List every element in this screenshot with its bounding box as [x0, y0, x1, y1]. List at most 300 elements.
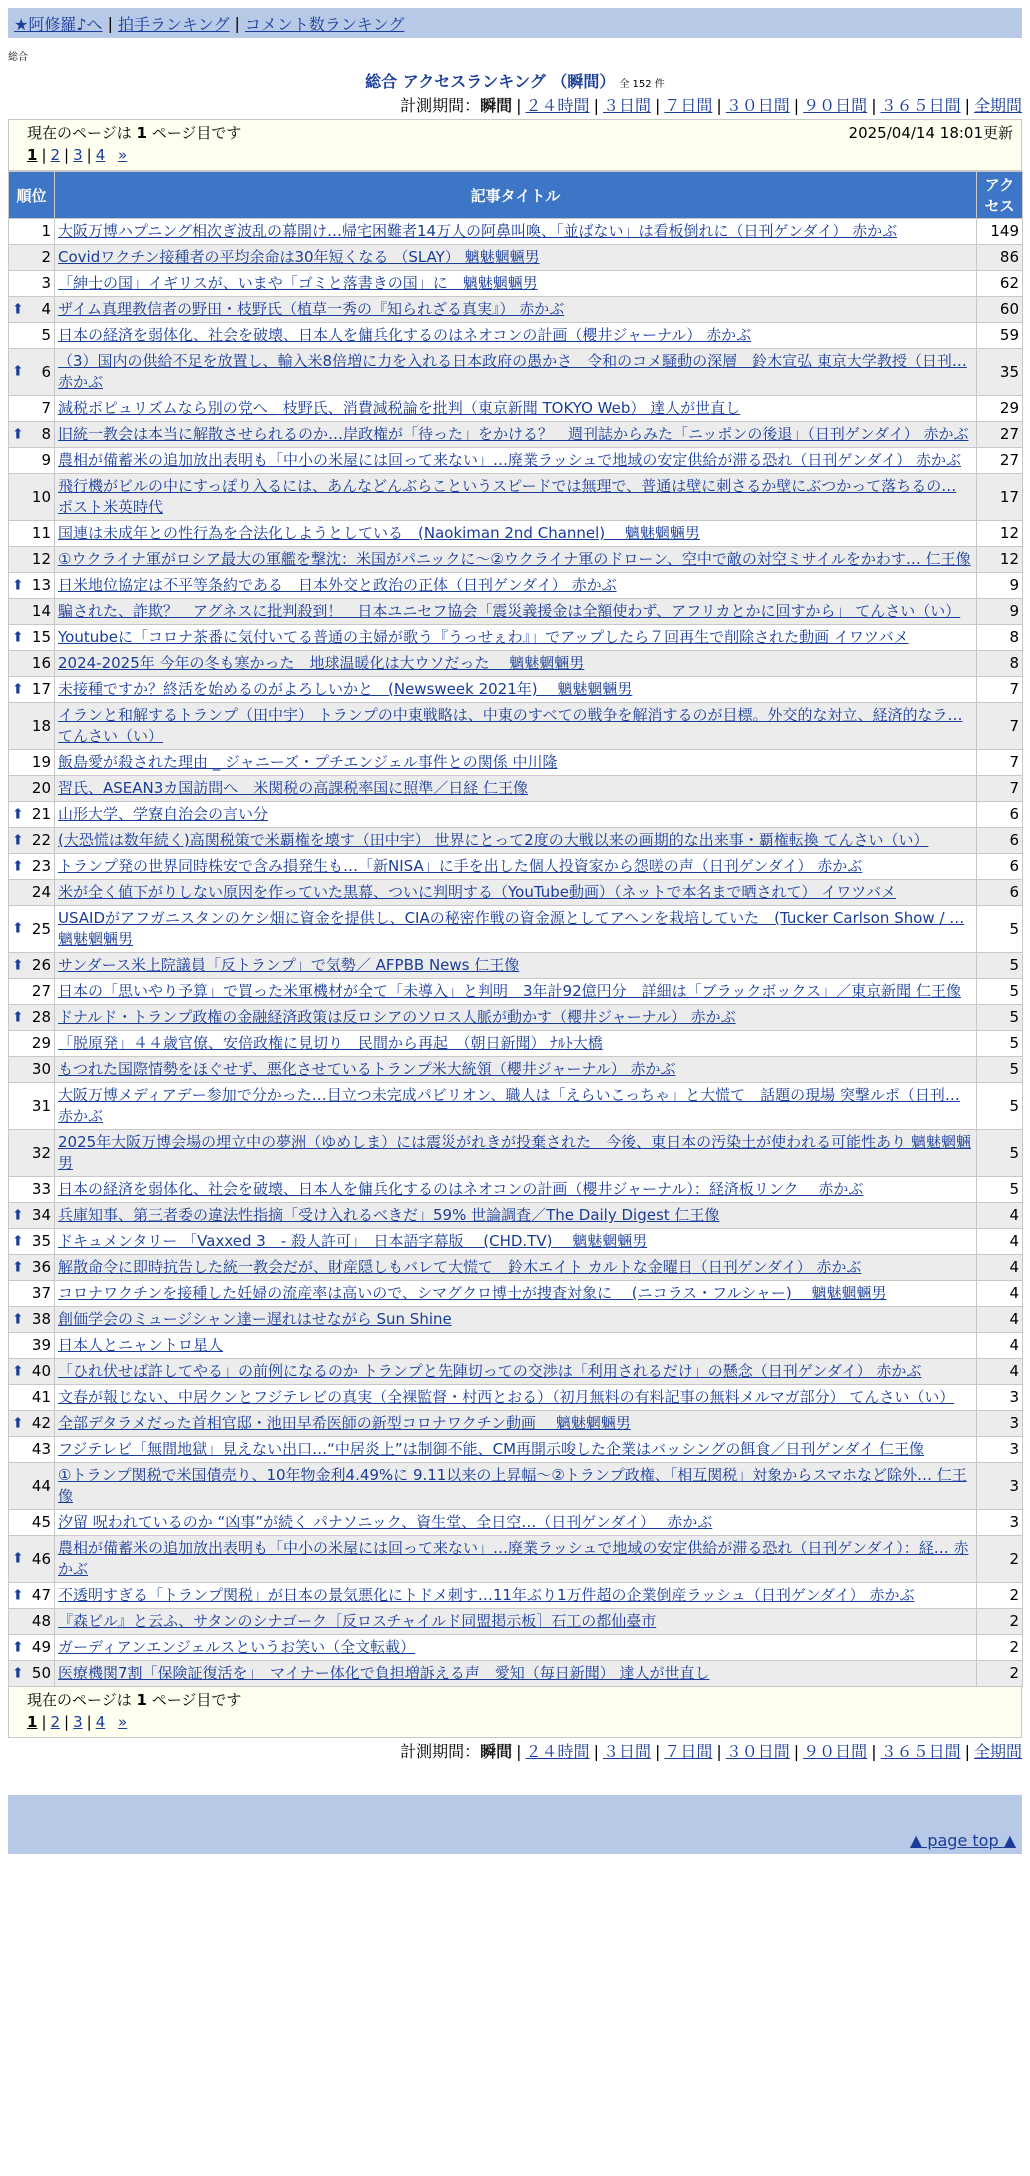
period-selector-top: 計測期間：瞬間 | ２４時間 | ３日間 | ７日間 | ３０日間 | ９０日間 | ３６５日間 | 全期間 [400, 96, 1022, 115]
title-cell [55, 422, 977, 448]
access-count: 4 [977, 1281, 1023, 1307]
article-link[interactable]: 医療機関7割「保険証復活を」 マイナー体化で負担増訴える声 愛知（毎日新聞） 達人が世直し [58, 1664, 710, 1682]
rank-cell [9, 1031, 55, 1057]
rank-number: 48 [31, 1612, 51, 1630]
title-cell [55, 776, 977, 802]
rank-up-arrow-icon: ⬆ [12, 1665, 24, 1681]
table-row [9, 547, 1023, 573]
access-count: 3 [977, 1411, 1023, 1437]
rank-up-arrow-icon: ⬆ [12, 1550, 24, 1567]
period-current: 瞬間 [480, 1742, 513, 1761]
table-row [9, 349, 1023, 396]
title-cell [55, 1031, 977, 1057]
table-row [9, 599, 1023, 625]
rank-cell [9, 1255, 55, 1281]
rank-number: 18 [31, 716, 51, 735]
rank-number: 1 [41, 222, 51, 240]
access-count: 86 [977, 245, 1023, 271]
table-row [9, 776, 1023, 802]
article-link[interactable]: 汐留 呪われているのか “凶事”が続く パナソニック、資生堂、全日空…（日刊ゲンダイ） 赤かぶ [58, 1513, 713, 1531]
period-link[interactable]: ３日間 [602, 1742, 651, 1761]
access-count: 7 [977, 703, 1023, 750]
article-link[interactable]: 「ひれ伏せば許してやる」の前例になるのか トランプと先陣切っての交渉は「利用されるだけ」の懸念（日刊ゲンダイ） 赤かぶ [58, 1362, 922, 1380]
table-row [9, 802, 1023, 828]
rank-cell [9, 906, 55, 953]
article-link[interactable]: 農相が備蓄米の追加放出表明も「中小の米屋には回って来ない」…廃業ラッシュで地域の安定供給が滞る恐れ（日刊ゲンダイ）：経… 赤かぶ [58, 1539, 969, 1578]
table-row [9, 979, 1023, 1005]
period-link[interactable]: ３６５日間 [880, 1742, 961, 1761]
title-cell [55, 1463, 977, 1510]
rank-cell [9, 349, 55, 396]
access-count: 8 [977, 625, 1023, 651]
rank-number: 46 [31, 1549, 51, 1568]
rank-up-arrow-icon: ⬆ [12, 1233, 24, 1249]
article-link[interactable]: (大恐慌は数年続く)高関税策で米覇権を壊す（田中宇） 世界にとって2度の大戦以来の画期的な出来事・覇権転換 てんさい（い） [58, 831, 929, 849]
access-count: 2 [977, 1536, 1023, 1583]
period-link[interactable]: ２４時間 [525, 96, 590, 115]
article-link[interactable]: 大阪万博メディアデー参加で分かった…目立つ未完成パビリオン、職人は「えらいこっちゃ」と大慌て 話題の現場 突撃ルポ（日刊… 赤かぶ [58, 1086, 960, 1125]
access-count: 3 [977, 1437, 1023, 1463]
rank-number: 12 [31, 550, 51, 568]
rank-cell [9, 1583, 55, 1609]
article-link[interactable]: 旧統一教会は本当に解散させられるのか…岸政権が「待った」をかける？ 週刊誌からみた「ニッポンの後退」（日刊ゲンダイ） 赤かぶ [58, 425, 969, 443]
current-page-text [27, 122, 241, 144]
title-cell [55, 297, 977, 323]
page-link[interactable]: 4 [95, 146, 106, 164]
article-link[interactable]: 飛行機がビルの中にすっぽり入るには、あんなどんぶらこというスピードでは無理で、普通は壁に刺さるか壁にぶつかって落ちるの… ポスト米英時代 [58, 477, 957, 516]
access-count: 27 [977, 448, 1023, 474]
rank-number: 20 [31, 779, 51, 797]
article-link[interactable]: USAIDがアフガニスタンのケシ畑に資金を提供し、CIAの秘密作戦の資金源としてアヘンを栽培していた (Tucker Carlson Show / … 魑魅魍魎男 [58, 909, 965, 948]
rank-number: 10 [31, 487, 51, 506]
table-row [9, 245, 1023, 271]
table-row [9, 1437, 1023, 1463]
rank-number: 16 [31, 654, 51, 672]
title-cell [55, 448, 977, 474]
rank-number: 38 [31, 1310, 51, 1328]
rank-number: 37 [31, 1284, 51, 1302]
title-cell [55, 599, 977, 625]
rank-cell [9, 880, 55, 906]
rank-number: 33 [31, 1180, 51, 1198]
title-cell [55, 1333, 977, 1359]
rank-cell [9, 1057, 55, 1083]
article-link[interactable]: （3）国内の供給不足を放置し、輸入米8倍増に力を入れる日本政府の愚かさ 令和のコメ騒動の深層 鈴木宣弘 東京大学教授（日刊… 赤かぶ [58, 352, 967, 391]
clap-ranking-link[interactable]: 拍手ランキング [117, 14, 230, 34]
title-cell [55, 271, 977, 297]
rank-number: 17 [31, 680, 51, 698]
current-page-number: 1 [136, 124, 147, 142]
table-row [9, 448, 1023, 474]
table-row [9, 422, 1023, 448]
rank-number: 45 [31, 1513, 51, 1531]
title-cell [55, 573, 977, 599]
access-count: 2 [977, 1609, 1023, 1635]
rank-number: 4 [41, 300, 51, 318]
article-link[interactable]: フジテレビ「無間地獄」見えない出口…“中居炎上”は制御不能、CM再開示唆した企業はバッシングの餌食／日刊ゲンダイ 仁王像 [58, 1440, 924, 1458]
title-cell [55, 1510, 977, 1536]
access-count: 7 [977, 776, 1023, 802]
table-row [9, 1307, 1023, 1333]
article-link[interactable]: ①トランプ関税で米国債売り、10年物金利4.49%に 9.11以来の上昇幅～②トランプ政権、「相互関税」対象からスマホなど除外… 仁王像 [58, 1466, 967, 1505]
page-title-text: 総合 アクセスランキング （瞬間） [365, 72, 616, 91]
access-count: 6 [977, 854, 1023, 880]
rank-number: 25 [31, 919, 51, 938]
article-link[interactable]: 減税ポピュリズムなら別の党へ 枝野氏、消費減税論を批判（東京新聞 TOKYO Web） 達人が世直し [58, 399, 741, 417]
title-cell [55, 828, 977, 854]
rank-cell [9, 828, 55, 854]
period-label: 計測期間： [400, 96, 481, 115]
footer-bar [8, 1795, 1022, 1827]
pager-top [8, 119, 1022, 171]
title-cell [55, 1536, 977, 1583]
table-row [9, 1281, 1023, 1307]
rank-number: 24 [31, 883, 51, 901]
total-count: 全 152 件 [619, 79, 665, 90]
table-row [9, 625, 1023, 651]
table-row [9, 677, 1023, 703]
access-count: 5 [977, 979, 1023, 1005]
title-cell [55, 547, 977, 573]
rank-cell [9, 1281, 55, 1307]
rank-cell [9, 297, 55, 323]
article-link[interactable]: ドキュメンタリー 「Vaxxed 3 - 殺人許可」 日本語字幕版 (CHD.TV) 魑魅魍魎男 [58, 1232, 648, 1250]
rank-up-arrow-icon: ⬆ [12, 1207, 24, 1223]
article-link[interactable]: サンダース米上院議員「反トランプ」で気勢／ AFPBB News 仁王像 [58, 956, 520, 974]
access-count: 5 [977, 1130, 1023, 1177]
rank-number: 35 [31, 1232, 51, 1250]
article-link[interactable]: ザイム真理教信者の野田・枝野氏（植草一秀の『知られざる真実』） 赤かぶ [58, 300, 565, 318]
table-row [9, 396, 1023, 422]
article-link[interactable]: 日本人とニャントロ星人 [58, 1336, 224, 1354]
access-count: 6 [977, 802, 1023, 828]
rank-up-arrow-icon: ⬆ [12, 1363, 24, 1379]
title-cell [55, 625, 977, 651]
article-link[interactable]: 文春が報じない、中居クンとフジテレビの真実（全裸監督・村西とおる）（初月無料の有料記事の無料メルマガ部分） てんさい（い） [58, 1388, 955, 1406]
article-link[interactable]: コロナワクチンを接種した妊婦の流産率は高いので、シマグクロ博士が捜査対象に (ニコラス・フルシャー) 魑魅魍魎男 [58, 1284, 887, 1302]
article-link[interactable]: 不透明すぎる「トランプ関税」が日本の景気悪化にトドメ刺す…11年ぶり1万件超の企業倒産ラッシュ（日刊ゲンダイ） 赤かぶ [58, 1586, 915, 1604]
table-row [9, 1005, 1023, 1031]
rank-number: 27 [31, 982, 51, 1000]
rank-cell [9, 396, 55, 422]
current-page-suffix: ページ目です [151, 124, 242, 142]
title-cell [55, 1005, 977, 1031]
table-row [9, 573, 1023, 599]
rank-up-arrow-icon: ⬆ [12, 1415, 24, 1431]
rank-number: 42 [31, 1414, 51, 1432]
title-cell [55, 396, 977, 422]
title-cell [55, 953, 977, 979]
rank-cell [9, 1229, 55, 1255]
period-link[interactable]: 全期間 [973, 96, 1022, 115]
access-count: 17 [977, 474, 1023, 521]
table-row [9, 703, 1023, 750]
rank-number: 3 [41, 274, 51, 292]
article-link[interactable]: ドナルド・トランプ政権の金融経済政策は反ロシアのソロス人脈が動かす（櫻井ジャーナル） 赤かぶ [58, 1008, 736, 1026]
rank-cell [9, 1536, 55, 1583]
rank-cell [9, 599, 55, 625]
page-link[interactable]: 3 [73, 1713, 83, 1731]
title-cell [55, 245, 977, 271]
rank-cell [9, 1609, 55, 1635]
rank-cell [9, 1333, 55, 1359]
table-row [9, 1229, 1023, 1255]
access-count: 149 [977, 219, 1023, 245]
table-row [9, 323, 1023, 349]
rank-cell [9, 422, 55, 448]
rank-number: 21 [31, 805, 51, 823]
rank-cell [9, 677, 55, 703]
period-link[interactable]: ３６５日間 [880, 96, 961, 115]
title-cell [55, 1203, 977, 1229]
page-link[interactable]: 2 [50, 1713, 61, 1731]
article-link[interactable]: ①ウクライナ軍がロシア最大の軍艦を撃沈：米国がパニックに～②ウクライナ軍のドローン、空中で敵の対空ミサイルをかわす… 仁王像 [58, 550, 971, 568]
rank-number: 15 [31, 628, 51, 646]
period-link[interactable]: ３日間 [602, 96, 651, 115]
current-page-number: 1 [136, 1691, 147, 1709]
title-cell [55, 651, 977, 677]
title-cell [55, 1229, 977, 1255]
rank-cell [9, 854, 55, 880]
table-row [9, 828, 1023, 854]
table-row [9, 297, 1023, 323]
rank-cell [9, 1635, 55, 1661]
article-link[interactable]: 国連は未成年との性行為を合法化しようとしている (Naokiman 2nd Channel) 魑魅魍魎男 [58, 524, 700, 542]
access-count: 4 [977, 1359, 1023, 1385]
title-cell [55, 474, 977, 521]
access-count: 5 [977, 1083, 1023, 1130]
period-link[interactable]: ３０日間 [725, 96, 790, 115]
rank-cell [9, 1005, 55, 1031]
rank-cell [9, 1463, 55, 1510]
rank-up-arrow-icon: ⬆ [12, 832, 24, 848]
title-cell [55, 1130, 977, 1177]
article-link[interactable]: 米が全く値下がりしない原因を作っていた黒幕、ついに判明する（YouTube動画）（ネットで本名まで晒されて） イワツバメ [58, 883, 896, 901]
article-link[interactable]: 未接種ですか？終活を始めるのがよろしいかと (Newsweek 2021年) 魑魅魍魎男 [58, 680, 633, 698]
article-link[interactable]: 日米地位協定は不平等条約である 日本外交と政治の正体（日刊ゲンダイ） 赤かぶ [58, 576, 617, 594]
rank-up-arrow-icon: ⬆ [12, 1639, 24, 1655]
rank-number: 30 [31, 1060, 51, 1078]
article-link[interactable]: ガーディアンエンジェルスというお笑い（全文転載） [58, 1638, 416, 1656]
article-link[interactable]: 習氏、ASEAN3カ国訪問へ 米関税の高課税率国に照準／日経 仁王像 [58, 779, 529, 797]
article-link[interactable]: 日本の経済を弱体化、社会を破壊、日本人を傭兵化するのはネオコンの計画（櫻井ジャーナル） 赤かぶ [58, 326, 752, 344]
rank-number: 11 [31, 524, 51, 542]
table-row [9, 1359, 1023, 1385]
period-link[interactable]: ９０日間 [803, 1742, 868, 1761]
access-count: 5 [977, 953, 1023, 979]
rank-number: 43 [31, 1440, 51, 1458]
title-cell [55, 219, 977, 245]
title-cell [55, 1255, 977, 1281]
table-row [9, 1031, 1023, 1057]
access-count: 3 [977, 1510, 1023, 1536]
page-link[interactable]: 4 [95, 1713, 106, 1731]
rank-cell [9, 651, 55, 677]
table-row [9, 750, 1023, 776]
rank-cell [9, 1510, 55, 1536]
current-page-prefix: 現在のページは [27, 124, 132, 142]
comment-ranking-link[interactable]: コメント数ランキング [244, 14, 405, 34]
rank-up-arrow-icon: ⬆ [12, 858, 24, 874]
rank-number: 32 [31, 1143, 51, 1162]
current-page-suffix: ページ目です [151, 1691, 242, 1709]
rank-number: 39 [31, 1336, 51, 1354]
period-current: 瞬間 [480, 96, 513, 115]
page-links: 1 | 2 | 3 | 4 » [27, 1713, 128, 1731]
period-link[interactable]: ３０日間 [725, 1742, 790, 1761]
rank-cell [9, 750, 55, 776]
title-cell [55, 1411, 977, 1437]
title-cell [55, 1057, 977, 1083]
article-link[interactable]: もつれた国際情勢をほぐせず、悪化させているトランプ米大統領（櫻井ジャーナル） 赤かぶ [58, 1060, 676, 1078]
rank-up-arrow-icon: ⬆ [12, 1009, 24, 1025]
rank-up-arrow-icon: ⬆ [12, 301, 24, 317]
table-row [9, 474, 1023, 521]
table-row [9, 880, 1023, 906]
rank-cell [9, 448, 55, 474]
access-count: 59 [977, 323, 1023, 349]
article-link[interactable]: 『森ビル』と云ふ、サタンのシナゴーク［反ロスチャイルド同盟掲示板］石工の都仙臺市 [58, 1612, 657, 1630]
period-link[interactable]: ９０日間 [803, 96, 868, 115]
access-header: アクセス [977, 172, 1023, 219]
rank-cell [9, 953, 55, 979]
current-page-text [27, 1689, 241, 1711]
access-count: 2 [977, 1661, 1023, 1687]
page-link[interactable]: 3 [73, 146, 83, 164]
period-label: 計測期間： [400, 1742, 481, 1761]
title-cell [55, 677, 977, 703]
rank-up-arrow-icon: ⬆ [12, 920, 24, 937]
access-count: 5 [977, 1057, 1023, 1083]
title-cell [55, 1359, 977, 1385]
article-link[interactable]: Covidワクチン接種者の平均余命は30年短くなる （SLAY） 魑魅魍魎男 [58, 248, 540, 266]
article-link[interactable]: 全部デタラメだった首相官邸・池田早希医師の新型コロナワクチン動画 魑魅魍魎男 [58, 1414, 631, 1432]
article-link[interactable]: 騙された、詐欺？ アグネスに批判殺到！ 日本ユニセフ協会「震災義援金は全額使わず、アフリカとかに回すから」 てんさい（い） [58, 602, 961, 620]
rank-up-arrow-icon: ⬆ [12, 806, 24, 822]
title-cell [55, 521, 977, 547]
access-count: 9 [977, 573, 1023, 599]
rank-number: 14 [31, 602, 51, 620]
rank-number: 9 [41, 451, 51, 469]
rank-cell [9, 1661, 55, 1687]
article-link[interactable]: 創価学会のミュージシャン達ー遅れはせながら Sun Shine [58, 1310, 452, 1328]
rank-cell [9, 1385, 55, 1411]
access-count: 2 [977, 1583, 1023, 1609]
rank-number: 28 [31, 1008, 51, 1026]
rank-number: 34 [31, 1206, 51, 1224]
article-link[interactable]: 山形大学、学寮自治会の言い分 [58, 805, 269, 823]
rank-cell [9, 219, 55, 245]
table-row [9, 1385, 1023, 1411]
title-cell [55, 1083, 977, 1130]
current-page-prefix: 現在のページは [27, 1691, 132, 1709]
article-link[interactable]: 日本の経済を弱体化、社会を破壊、日本人を傭兵化するのはネオコンの計画（櫻井ジャーナル）：経済板リンク 赤かぶ [58, 1180, 864, 1198]
article-link[interactable]: 大阪万博ハプニング相次ぎ波乱の幕開け…帰宅困難者14万人の阿鼻叫喚、「並ばない」は看板倒れに（日刊ゲンダイ） 赤かぶ [58, 222, 898, 240]
rank-number: 47 [31, 1586, 51, 1604]
article-link[interactable]: 解散命令に即時抗告した統一教会だが、財産隠しもバレて大慌て 鈴木エイト カルトな金曜日（日刊ゲンダイ） 赤かぶ [58, 1258, 862, 1276]
article-link[interactable]: 「紳士の国」イギリスが、いまや「ゴミと落書きの国」に 魑魅魍魎男 [58, 274, 538, 292]
rank-cell [9, 979, 55, 1005]
title-cell [55, 880, 977, 906]
table-row [9, 1463, 1023, 1510]
title-cell [55, 1307, 977, 1333]
title-cell [55, 1281, 977, 1307]
article-link[interactable]: 飯島愛が殺された理由 _ ジャニーズ・プチエンジェル事件との関係 中川隆 [58, 753, 558, 771]
updated-time: 2025/04/14 18:01更新 [848, 124, 1013, 142]
title-cell [55, 1177, 977, 1203]
access-count: 6 [977, 828, 1023, 854]
article-link[interactable]: 「脱原発」４４歳官僚、安倍政権に見切り 民間から再起 （朝日新聞） ﾅﾙﾄ大橋 [58, 1034, 603, 1052]
rank-up-arrow-icon: ⬆ [12, 577, 24, 593]
home-link[interactable]: ★阿修羅♪へ [14, 14, 103, 34]
period-link[interactable]: ７日間 [664, 96, 713, 115]
table-row [9, 1333, 1023, 1359]
rank-up-arrow-icon: ⬆ [12, 426, 24, 442]
rank-cell [9, 703, 55, 750]
article-link[interactable]: イランと和解するトランプ（田中宇） トランプの中東戦略は、中東のすべての戦争を解消するのが目標。外交的な対立、経済的なラ… てんさい（い） [58, 706, 963, 745]
period-link[interactable]: ７日間 [664, 1742, 713, 1761]
page-links: 1 | 2 | 3 | 4 » [27, 146, 128, 164]
access-count: 5 [977, 1177, 1023, 1203]
article-link[interactable]: Youtubeに「コロナ茶番に気付いてる普通の主婦が歌う『うっせぇわ』」でアップしたら７回再生で削除された動画 イワツバメ [58, 628, 909, 646]
article-link[interactable]: 兵庫知事、第三者委の違法性指摘「受け入れるべきだ」59% 世論調査／The Daily Digest 仁王像 [58, 1206, 720, 1224]
article-link[interactable]: トランプ発の世界同時株安で含み損発生も…「新NISA」に手を出した個人投資家から怨嗟の声（日刊ゲンダイ） 赤かぶ [58, 857, 863, 875]
next-page-link[interactable]: » [118, 146, 128, 164]
title-cell [55, 1583, 977, 1609]
article-link[interactable]: 2025年大阪万博会場の埋立中の夢洲（ゆめしま）には震災がれきが投棄された 今後、東日本の汚染土が使われる可能性あり 魑魅魍魎男 [58, 1133, 971, 1172]
next-page-link[interactable]: » [118, 1713, 128, 1731]
access-count: 60 [977, 297, 1023, 323]
title-cell [55, 1385, 977, 1411]
rank-cell [9, 323, 55, 349]
access-count: 7 [977, 677, 1023, 703]
rank-cell [9, 1359, 55, 1385]
title-cell [55, 802, 977, 828]
access-count: 4 [977, 1203, 1023, 1229]
rank-number: 23 [31, 857, 51, 875]
rank-number: 8 [41, 425, 51, 443]
rank-number: 44 [31, 1476, 51, 1495]
access-count: 27 [977, 422, 1023, 448]
page-link[interactable]: 2 [50, 146, 61, 164]
access-count: 29 [977, 396, 1023, 422]
page-title [0, 69, 1030, 92]
period-link[interactable]: 全期間 [973, 1742, 1022, 1761]
article-link[interactable]: 農相が備蓄米の追加放出表明も「中小の米屋には回って来ない」…廃業ラッシュで地域の安定供給が滞る恐れ（日刊ゲンダイ） 赤かぶ [58, 451, 961, 469]
title-cell [55, 349, 977, 396]
title-cell [55, 1437, 977, 1463]
rank-cell [9, 776, 55, 802]
ranking-table [8, 171, 1023, 1687]
article-link[interactable]: 2024-2025年 今年の冬も寒かった 地球温暖化は大ウソだった 魑魅魍魎男 [58, 654, 585, 672]
access-count: 5 [977, 1031, 1023, 1057]
table-row [9, 1536, 1023, 1583]
access-count: 3 [977, 1463, 1023, 1510]
page-link-current: 1 [27, 1713, 38, 1731]
access-count: 8 [977, 651, 1023, 677]
rank-number: 22 [31, 831, 51, 849]
table-row [9, 1661, 1023, 1687]
table-row [9, 1177, 1023, 1203]
rank-number: 13 [31, 576, 51, 594]
page-top-link[interactable]: ▲ page top ▲ [909, 1831, 1016, 1850]
rank-up-arrow-icon: ⬆ [12, 1259, 24, 1275]
period-link[interactable]: ２４時間 [525, 1742, 590, 1761]
article-link[interactable]: 日本の「思いやり予算」で買った米軍機材が全て「未導入」と判明 3年計92億円分 詳細は「ブラックボックス」／東京新聞 仁王像 [58, 982, 961, 1000]
title-cell [55, 854, 977, 880]
rank-number: 6 [41, 362, 51, 381]
access-count: 12 [977, 521, 1023, 547]
